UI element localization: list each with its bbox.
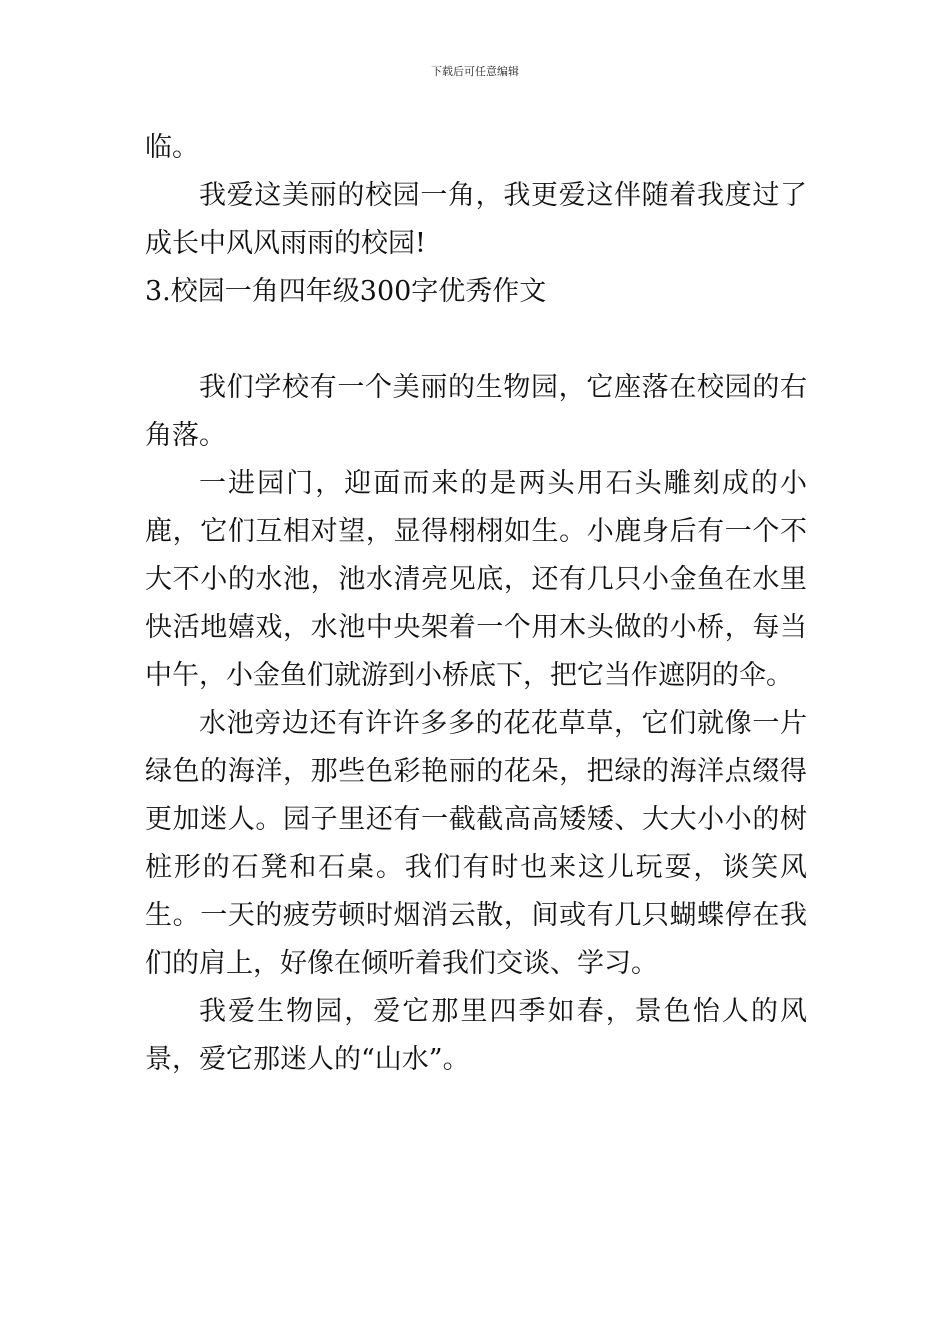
closing-paragraph: 我爱这美丽的校园一角，我更爱这伴随着我度过了成长中风风雨雨的校园! <box>145 180 807 259</box>
paragraph-4: 我爱生物园，爱它那里四季如春，景色怡人的风景，爱它那迷人的“山水”。 <box>145 996 807 1075</box>
section-title: 3.校园一角四年级300字优秀作文 <box>145 276 547 307</box>
continuation-text: 临。 <box>145 132 199 163</box>
page-header-note: 下载后可任意编辑 <box>431 65 519 78</box>
paragraph-2: 一进园门，迎面而来的是两头用石头雕刻成的小鹿，它们互相对望，显得栩栩如生。小鹿身后有一个不大不小的水池，池水清亮见底，还有几只小金鱼在水里快活地嬉戏，水池中央架着一个用木头做的小桥，每当中午，小金鱼们就游到小桥底下，把它当作遮阴的伞。 <box>145 468 807 691</box>
paragraph-1: 我们学校有一个美丽的生物园，它座落在校园的右角落。 <box>145 372 807 451</box>
document-body <box>145 124 807 1084</box>
paragraph-3: 水池旁边还有许许多多的花花草草，它们就像一片绿色的海洋，那些色彩艳丽的花朵，把绿的海洋点缀得更加迷人。园子里还有一截截高高矮矮、大大小小的树桩形的石凳和石桌。我们有时也来这儿玩耍，谈笑风生。一天的疲劳顿时烟消云散，间或有几只蝴蝶停在我们的肩上，好像在倾听着我们交谈、学习。 <box>145 708 807 979</box>
